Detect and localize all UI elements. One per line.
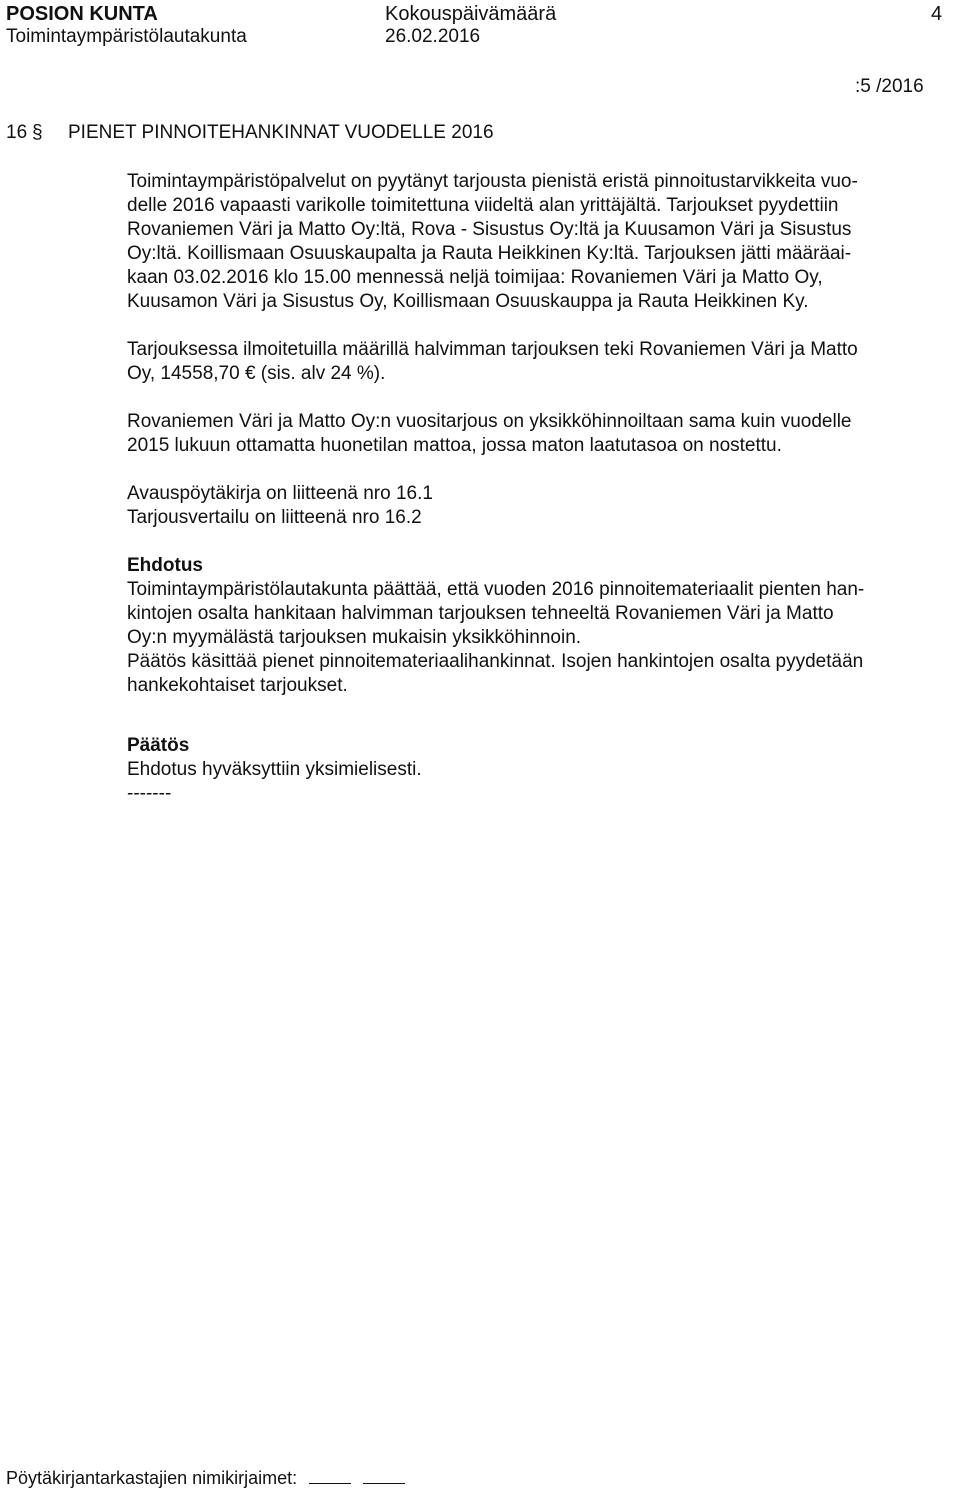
reference-number: :5 /2016: [855, 76, 924, 97]
text-line: Tarjouksessa ilmoitetuilla määrillä halvimman tarjouksen teki Rovaniemen Väri ja Matto: [127, 339, 858, 360]
proposal-section: [127, 554, 957, 698]
text-line: Toimintaympäristölautakunta päättää, että vuoden 2016 pinnoitemateriaalit pienten han-: [127, 579, 865, 600]
text-line: Kuusamon Väri ja Sisustus Oy, Koillismaan Osuuskauppa ja Rauta Heikkinen Ky.: [127, 291, 809, 312]
proposal-heading: Ehdotus: [127, 555, 203, 576]
section-symbol: §: [32, 122, 43, 143]
footer-label: Pöytäkirjantarkastajien nimikirjaimet:: [6, 1468, 298, 1488]
text-line: Oy:n myymälästä tarjouksen mukaisin yksikköhinnoin.: [127, 627, 582, 648]
text-line: kaan 03.02.2016 klo 15.00 mennessä neljä toimijaa: Rovaniemen Väri ja Matto Oy,: [127, 267, 823, 288]
text-line: kintojen osalta hankitaan halvimman tarjouksen tehneeltä Rovaniemen Väri ja Matto: [127, 603, 834, 624]
text-line: hankekohtaiset tarjoukset.: [127, 675, 348, 696]
item-number: 16: [6, 122, 28, 143]
decision-section: [127, 734, 957, 806]
paragraph-annual-offer: [127, 410, 957, 458]
footer: [6, 1466, 405, 1490]
decision-heading: Päätös: [127, 735, 190, 756]
department-name: Toimintaympäristölautakunta: [6, 26, 247, 47]
paragraph-cheapest-offer: [127, 338, 957, 386]
text-line: Oy:ltä. Koillismaan Osuuskaupalta ja Rauta Heikkinen Ky:ltä. Tarjouksen jätti määräai-: [127, 243, 852, 264]
attachment-item: Tarjousvertailu on liitteenä nro 16.2: [127, 507, 422, 528]
item-heading: [6, 121, 494, 145]
initials-line: [309, 1467, 351, 1484]
text-line: Toimintaympäristöpalvelut on pyytänyt tarjousta pienistä eristä pinnoitustarvikkeita vuo-: [127, 171, 858, 192]
item-title: PIENET PINNOITEHANKINNAT VUODELLE 2016: [68, 122, 494, 143]
text-line: delle 2016 vapaasti varikolle toimitettuna viideltä alan yrittäjältä. Tarjoukset pyydettiin: [127, 195, 839, 216]
text-line: Rovaniemen Väri ja Matto Oy:n vuositarjous on yksikköhinnoiltaan sama kuin vuodelle: [127, 411, 852, 432]
text-line: Päätös käsittää pienet pinnoitemateriaalihankinnat. Isojen hankintojen osalta pyydetään: [127, 651, 864, 672]
initials-line: [363, 1467, 405, 1484]
attachment-item: Avauspöytäkirja on liitteenä nro 16.1: [127, 483, 433, 504]
text-line: Rovaniemen Väri ja Matto Oy:ltä, Rova - Sisustus Oy:ltä ja Kuusamon Väri ja Sisustus: [127, 219, 852, 240]
attachments-list: [127, 482, 957, 530]
paragraph-background: [127, 170, 957, 314]
page-number: 4: [931, 3, 943, 25]
meeting-date: 26.02.2016: [385, 26, 481, 47]
document-body: [127, 170, 957, 806]
text-line: 2015 lukuun ottamatta huonetilan mattoa, jossa maton laatutasoa on nostettu.: [127, 435, 782, 456]
text-line: Oy, 14558,70 € (sis. alv 24 %).: [127, 363, 386, 384]
separator: -------: [127, 783, 172, 804]
organization-name: POSION KUNTA: [6, 3, 158, 25]
meeting-date-label: Kokouspäivämäärä: [385, 3, 557, 25]
decision-text: Ehdotus hyväksyttiin yksimielisesti.: [127, 759, 422, 780]
